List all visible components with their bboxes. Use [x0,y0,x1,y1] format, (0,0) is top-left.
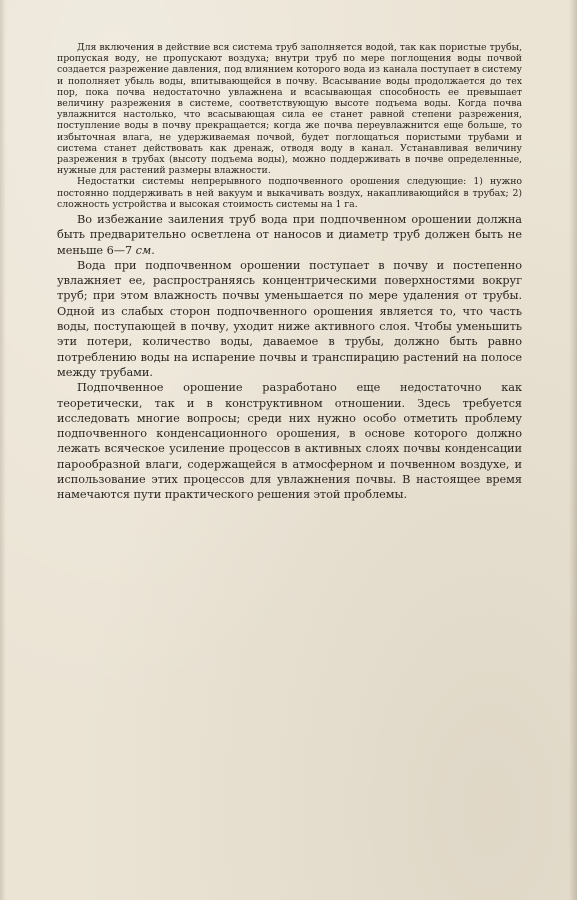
main-text-section [57,212,522,503]
paragraph-research-needs: Подпочвенное орошение разработано еще недостаточно как теоретически, так и в конструктивном отношении. Здесь требуется исследовать многие вопросы; среди них нужно особо отметить проблему подпочвенного конденсационного орошения, в основе которого должно лежать всяческое усиление процессов в активных слоях почвы конденсации парообразной влаги, содержащейся в атмосферном и почвенном воздухе, и использование этих процессов для увлажнения почвы. В настоящее время намечаются пути практического решения этой проблемы. [57,381,522,502]
unit-cm: см. [135,243,155,257]
paragraph-water-distribution: Вода при подпочвенном орошении поступает в почву и постепенно увлажняет ее, распространяясь концентрическими поверхностями вокруг труб; при этом влажность почвы уменьшается по мере удаления от трубы. Одной из слабых сторон подпочвенного орошения является то, что часть воды, поступающей в почву, уходит ниже активного слоя. Чтобы уменьшить эти потери, количество воды, даваемое в трубы, должно быть равно потреблению воды на испарение почвы и транспирацию растений на полосе между трубами. [57,258,522,379]
paragraph-pipe-system-operation: Для включения в действие вся система труб заполняется водой, так как пористые трубы, пропуская воду, не пропускают воздуха; внутри труб по мере поглощения воды почвой создается разрежение давления, под влиянием которого вода из канала поступает в систему и пополняет убыль воды, впитывающейся в почву. Всасывание воды продолжается до тех пор, пока почва недостаточно увлажнена и всасывающая способность ее превышает величину разрежения в системе, соответствующую высоте подъема воды. Когда почва увлажнится настолько, что всасывающая сила ее станет равной степени разрежения, поступление воды в почву прекращается; когда же почва переувлажнится еще больше, то избыточная влага, не удерживаемая почвой, будет поглощаться пористыми трубами и система станет действовать как дренаж, отводя воду в канал. Устанавливая величину разрежения в трубах (высоту подъема воды), можно поддерживать в почве определенные, нужные для растений размеры влажности. [57,42,522,177]
paragraph-system-drawbacks: Недостатки системы непрерывного подпочвенного орошения следующие: 1) нужно постоянно поддерживать в ней вакуум и выкачивать воздух, накапливающийся в трубах; 2) сложность устройства и высокая стоимость системы на 1 га. [57,176,522,210]
small-print-section [57,42,522,210]
paragraph-pipe-silting-text: Во избежание заиления труб вода при подпочвенном орошении должна быть предварительно осветлена от наносов и диаметр труб должен быть не меньше 6—7 [57,213,522,257]
paragraph-pipe-silting [57,212,522,258]
